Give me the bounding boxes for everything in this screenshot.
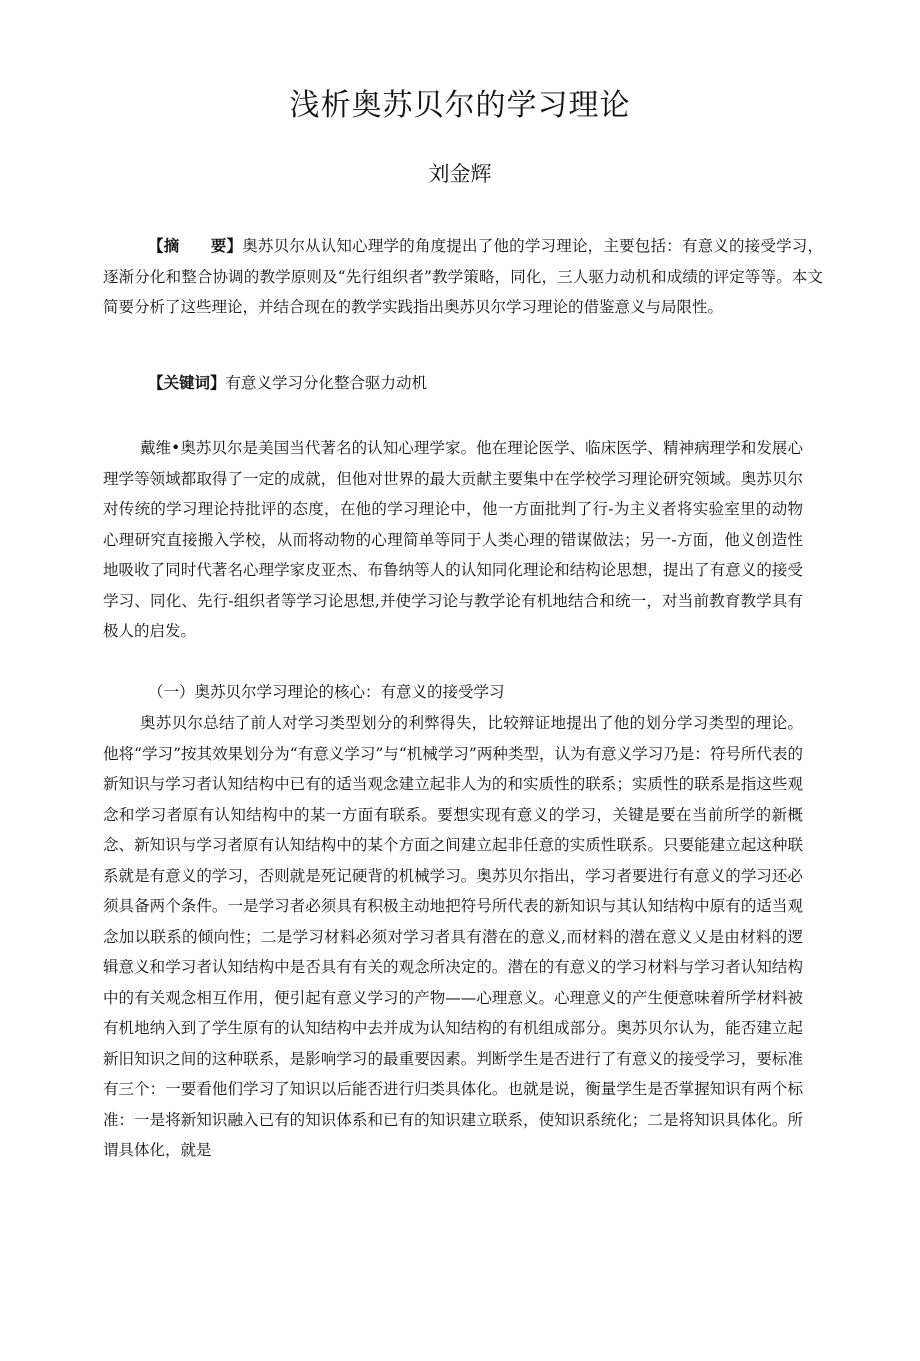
- section-heading: （一）奥苏贝尔学习理论的核心：有意义的接受学习: [148, 683, 505, 701]
- document-title: 浅析奥苏贝尔的学习理论: [289, 88, 631, 123]
- abstract-label: 【摘 要】: [148, 237, 243, 255]
- keywords-label: 【关键词】: [148, 374, 226, 392]
- abstract: [103, 231, 823, 323]
- body-paragraph-main: 奥苏贝尔总结了前人对学习类型划分的利弊得失，比较辩证地提出了他的划分学习类型的理论。他将“学习”按其效果划分为“有意义学习”与“机械学习”两种类型，认为有意义学习乃是：符号所代表的新知识与学习者认知结构中已有的适当观念建立起非人为的和实质性的联系；实质性的联系是指这些观念和学习者原有认知结构中的某一方面有联系。要想实现有意义的学习，关键是要在当前所学的新概念、新知识与学习者原有认知结构中的某个方面之间建立起非任意的实质性联系。只要能建立起这种联系就是有意义的学习，否则就是死记硬背的机械学习。奥苏贝尔指出，学习者要进行有意义的学习还必须具备两个条件。一是学习者必须具有积极主动地把符号所代表的新知识与其认知结构中原有的适当观念加以联系的倾向性；二是学习材料必须对学习者具有潜在的意义,而材料的潜在意义乂是由材料的逻辑意义和学习者认知结构中是否具有有关的观念所决定的。潜在的有意义的学习材料与学习者认知结构中的有关观念相互作用，便引起有意义学习的产物——心理意义。心理意义的产生便意味着所学材料被有机地纳入到了学生原有的认知结构中去并成为认知结构的有机组成部分。奥苏贝尔认为，能否建立起新旧知识之间的这种联系，是影响学习的最重要因素。判断学生是否进行了有意义的接受学习，要标准有三个：一要看他们学习了知识以后能否进行归类具体化。也就是说，衡量学生是否掌握知识有两个标准：一是将新知识融入已有的知识体系和已有的知识建立联系，使知识系统化；二是将知识具体化。所谓具体化，就是: [103, 714, 803, 1159]
- keywords: [148, 368, 427, 398]
- author-name: 刘金辉: [428, 162, 492, 186]
- body-paragraph-intro: 戴维•奥苏贝尔是美国当代著名的认知心理学家。他在理论医学、临床医学、精神病理学和发展心理学等领域都取得了一定的成就，但他对世界的最大贡献主要集中在学校学习理论研究领域。奥苏贝尔对传统的学习理论持批评的态度，在他的学习理论中，他一方面批判了行-为主义者将实验室里的动物心理研究直接搬入学校，从而将动物的心理简单等同于人类心理的错谋做法；另一-方面，他义创造性地吸收了同时代著名心理学家皮亚杰、布鲁纳等人的认知同化理论和结构论思想，提出了有意义的接受学习、同化、先行-组织者等学习论思想,并使学习论与教学论有机地结合和统一，对当前教育教学具有极人的启发。: [103, 439, 803, 640]
- abstract-text: 奥苏贝尔从认知心理学的角度提出了他的学习理论，主要包括：有意义的接受学习，逐渐分化和整合协调的教学原则及“先行组织者”教学策略，同化，三人驱力动机和成绩的评定等等。本文简要分析了这些理论，并结合现在的教学实践指出奥苏贝尔学习理论的借鉴意义与局限性。: [103, 237, 823, 316]
- keywords-text: 有意义学习分化整合驱力动机: [225, 374, 428, 392]
